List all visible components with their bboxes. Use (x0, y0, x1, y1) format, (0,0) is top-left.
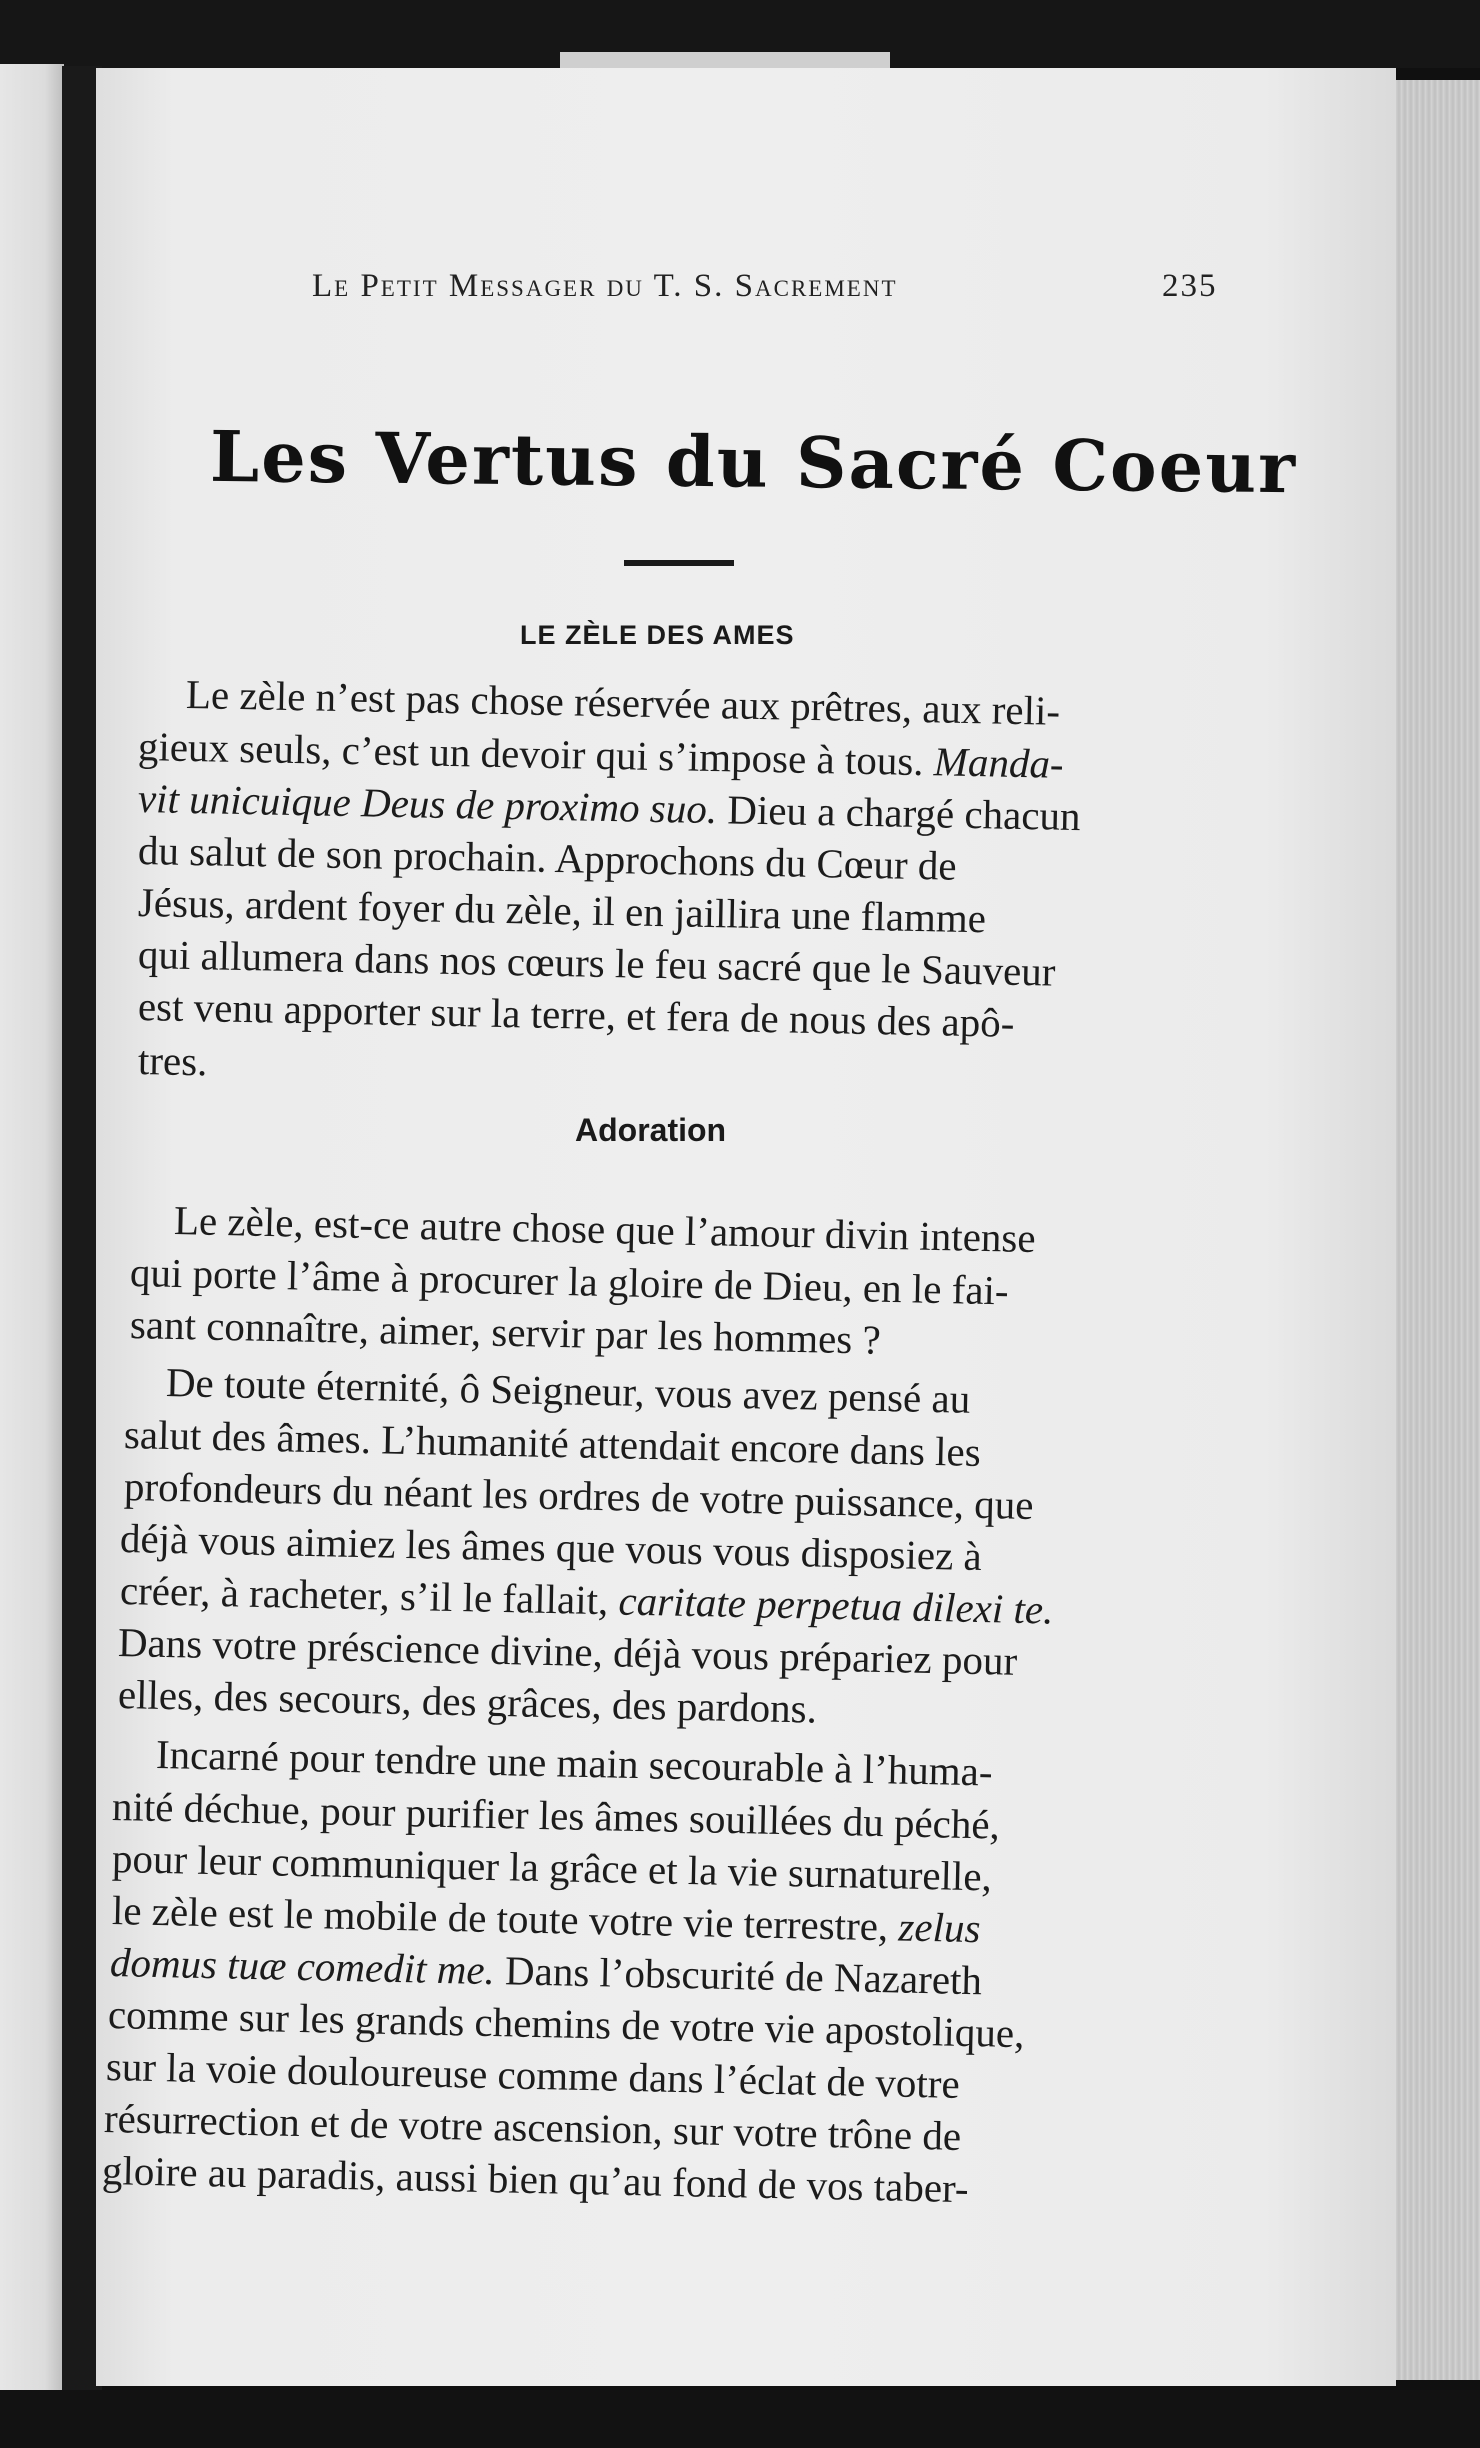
latin-quote: domus tuæ comedit me. (109, 1939, 496, 1994)
section-heading-adoration: Adoration (575, 1112, 727, 1148)
body-line: Incarné pour tendre une main secourable à l’huma- (155, 1731, 994, 1795)
scan-bottom-border (0, 2390, 1480, 2448)
body-line: gloire au paradis, aussi bien qu’au fond de vos taber- (101, 2147, 970, 2212)
body-line: déjà vous aimiez les âmes que vous vous disposiez à (119, 1515, 983, 1580)
body-line: créer, à racheter, s’il le fallait, caritate perpetua dilexi te. (119, 1567, 1054, 1633)
body-line: sant connaître, aimer, servir par les hommes ? (129, 1301, 882, 1363)
latin-quote: caritate perpetua dilexi te. (618, 1577, 1054, 1633)
body-line: est venu apporter sur la terre, et fera de nous des apô- (137, 983, 1015, 1046)
running-head-title: Le Petit Messager du T. S. Sacrement (312, 268, 898, 304)
body-line: Dans votre préscience divine, déjà vous prépariez pour (117, 1619, 1018, 1684)
body-line: gieux seuls, c’est un devoir qui s’impose à tous. Manda- (137, 723, 1065, 787)
body-line: qui allumera dans nos cœurs le feu sacré que le Sauveur (137, 931, 1056, 995)
body-line: Le zèle, est-ce autre chose que l’amour divin intense (173, 1197, 1037, 1262)
body-line: nité déchue, pour purifier les âmes souillées du péché, (111, 1783, 1001, 1848)
facing-page-edge (0, 64, 64, 2394)
body-line: vit unicuique Deus de proximo suo. Dieu a chargé chacun (137, 775, 1081, 840)
latin-quote: zelus (897, 1903, 981, 1952)
title-rule (624, 560, 734, 566)
running-head (312, 268, 1218, 318)
body-line: profondeurs du néant les ordres de votre puissance, que (123, 1463, 1034, 1529)
body-line: salut des âmes. L’humanité attendait encore dans les (123, 1411, 982, 1475)
latin-quote: vit unicuique Deus de proximo suo. (137, 775, 718, 833)
body-line: Jésus, ardent foyer du zèle, il en jaillira une flamme (137, 879, 987, 942)
body-line: résurrection et de votre ascension, sur votre trône de (103, 2095, 962, 2159)
body-line: De toute éternité, ô Seigneur, vous avez pensé au (165, 1359, 971, 1422)
section-heading-zele: LE ZÈLE DES AMES (520, 620, 795, 650)
body-line: tres. (137, 1037, 208, 1085)
body-line: du salut de son prochain. Approchons du Cœur de (137, 827, 958, 889)
body-line: qui porte l’âme à procurer la gloire de Dieu, en le fai- (129, 1249, 1010, 1314)
latin-quote: Manda- (933, 738, 1065, 787)
body-line: le zèle est le mobile de toute votre vie terrestre, zelus (111, 1887, 981, 1952)
page-number: 235 (1162, 268, 1218, 304)
page-stack-edge (1396, 80, 1480, 2380)
body-line: elles, des secours, des grâces, des pardons. (117, 1671, 818, 1732)
body-line: comme sur les grands chemins de votre vie apostolique, (107, 1991, 1025, 2057)
chapter-title: Les Vertus du Sacré Coeur (209, 414, 1298, 510)
body-line: pour leur communiquer la grâce et la vie surnaturelle, (111, 1835, 993, 1900)
body-line: sur la voie douloureuse comme dans l’éclat de votre (105, 2043, 961, 2107)
body-line: domus tuæ comedit me. Dans l’obscurité de Nazareth (109, 1939, 983, 2004)
body-line: Le zèle n’est pas chose réservée aux prêtres, aux reli- (185, 671, 1061, 734)
